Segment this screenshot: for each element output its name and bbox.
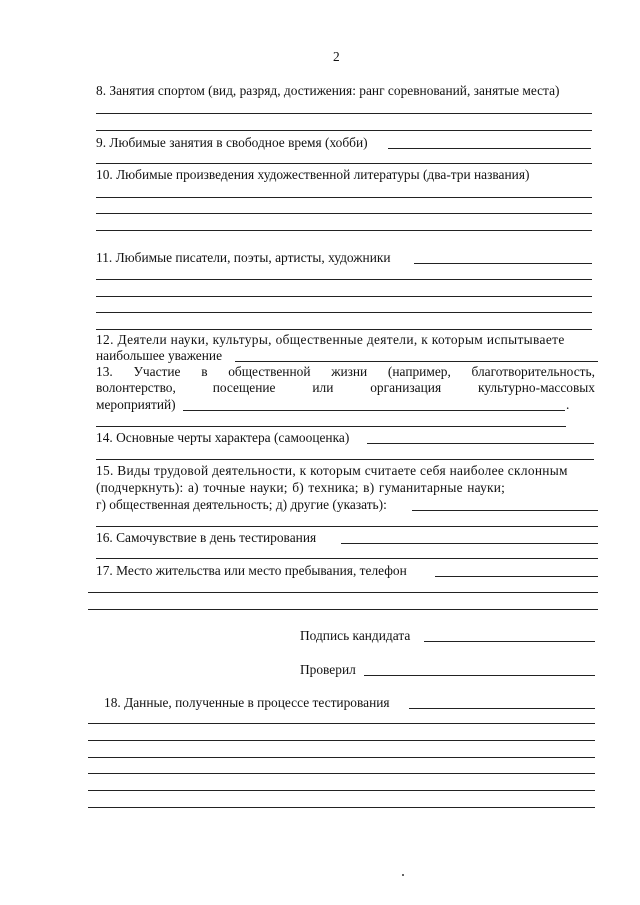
q12-text-line-1: 12. Деятели науки, культуры, общественные деятели, к которым испытываете — [96, 332, 565, 347]
q13-word: посещение — [212, 380, 276, 395]
q13-word: (например, — [387, 364, 451, 379]
q18-answer-line-2[interactable] — [88, 740, 595, 741]
q8-sports-label: 8. Занятия спортом (вид, разряд, достижения: ранг соревнований, занятые места) — [96, 83, 560, 98]
q13-word: волонтерство, — [96, 380, 176, 395]
q17-answer-line-2[interactable] — [88, 609, 598, 610]
q11-answer-line-2[interactable] — [96, 296, 592, 297]
q10-answer-line-2[interactable] — [96, 213, 592, 214]
q8-answer-line-2[interactable] — [96, 130, 592, 131]
page-number: 2 — [333, 49, 340, 64]
q13-word: в — [201, 364, 208, 379]
signature-line[interactable] — [424, 641, 595, 642]
q11-answer-line-1[interactable] — [96, 279, 592, 280]
q10-literature-label: 10. Любимые произведения художественной литературы (два-три названия) — [96, 167, 530, 182]
q18-testing-data-label: 18. Данные, полученные в процессе тестирования — [104, 695, 390, 710]
q11-answer-line-4[interactable] — [96, 329, 592, 330]
q16-wellbeing-label: 16. Самочувствие в день тестирования — [96, 530, 317, 545]
q18-answer-line-4[interactable] — [88, 773, 595, 774]
q15-answer-line-inline[interactable] — [412, 510, 598, 511]
checked-by-label: Проверил — [300, 662, 356, 677]
q13-word: благотворительность, — [471, 364, 595, 379]
q18-answer-line-6[interactable] — [88, 807, 595, 808]
q12-answer-line-inline[interactable] — [235, 361, 598, 362]
signature-label: Подпись кандидата — [300, 628, 411, 643]
q18-answer-line-1[interactable] — [88, 723, 595, 724]
q10-answer-line-1[interactable] — [96, 197, 592, 198]
q15-text-line-1: 15. Виды трудовой деятельности, к которым считаете себя наиболее склонным — [96, 463, 568, 478]
q13-word: Участие — [133, 364, 181, 379]
q17-answer-line-inline[interactable] — [435, 576, 598, 577]
q18-answer-line-3[interactable] — [88, 757, 595, 758]
q16-answer-line-1[interactable] — [96, 558, 598, 559]
q13-answer-line-inline[interactable] — [183, 410, 565, 411]
q13-line-3-period: . — [566, 397, 570, 412]
q14-answer-line-inline[interactable] — [367, 443, 594, 444]
q11-writers-label: 11. Любимые писатели, поэты, артисты, художники — [96, 250, 391, 265]
q13-answer-line-1[interactable] — [96, 426, 566, 427]
q9-answer-line-inline[interactable] — [388, 148, 591, 149]
q13-word: культурно-массовых — [477, 380, 595, 395]
q14-character-label: 14. Основные черты характера (самооценка) — [96, 430, 350, 445]
checked-by-line[interactable] — [364, 675, 595, 676]
q16-answer-line-inline[interactable] — [341, 543, 598, 544]
q13-word: жизни — [331, 364, 368, 379]
q8-answer-line-1[interactable] — [96, 113, 592, 114]
q15-text-line-3: г) общественная деятельность; д) другие (указать): — [96, 497, 387, 512]
q13-word: общественной — [228, 364, 311, 379]
q11-answer-line-3[interactable] — [96, 312, 592, 313]
q9-hobby-label: 9. Любимые занятия в свободное время (хобби) — [96, 135, 368, 150]
q18-answer-line-5[interactable] — [88, 790, 595, 791]
q10-answer-line-3[interactable] — [96, 230, 592, 231]
q12-respected-figures-line-1 — [96, 332, 595, 348]
q13-line-2 — [96, 380, 595, 396]
q13-word: или — [312, 380, 334, 395]
q13-text-line-3: мероприятий) — [96, 397, 176, 412]
q9-answer-line-1[interactable] — [96, 163, 592, 164]
q18-answer-line-inline[interactable] — [409, 708, 595, 709]
q11-answer-line-inline[interactable] — [414, 263, 592, 264]
q13-line-1 — [96, 364, 595, 380]
q17-answer-line-1[interactable] — [88, 592, 598, 593]
scan-speck — [402, 874, 404, 876]
q14-answer-line-1[interactable] — [96, 459, 594, 460]
q17-residence-label: 17. Место жительства или место пребывания, телефон — [96, 563, 407, 578]
q13-word: организация — [370, 380, 442, 395]
q15-text-line-2: (подчеркнуть): а) точные науки; б) техника; в) гуманитарные науки; — [96, 480, 506, 495]
q12-text-line-2: наибольшее уважение — [96, 348, 223, 363]
q15-answer-line-1[interactable] — [96, 526, 598, 527]
q13-word: 13. — [96, 364, 113, 379]
